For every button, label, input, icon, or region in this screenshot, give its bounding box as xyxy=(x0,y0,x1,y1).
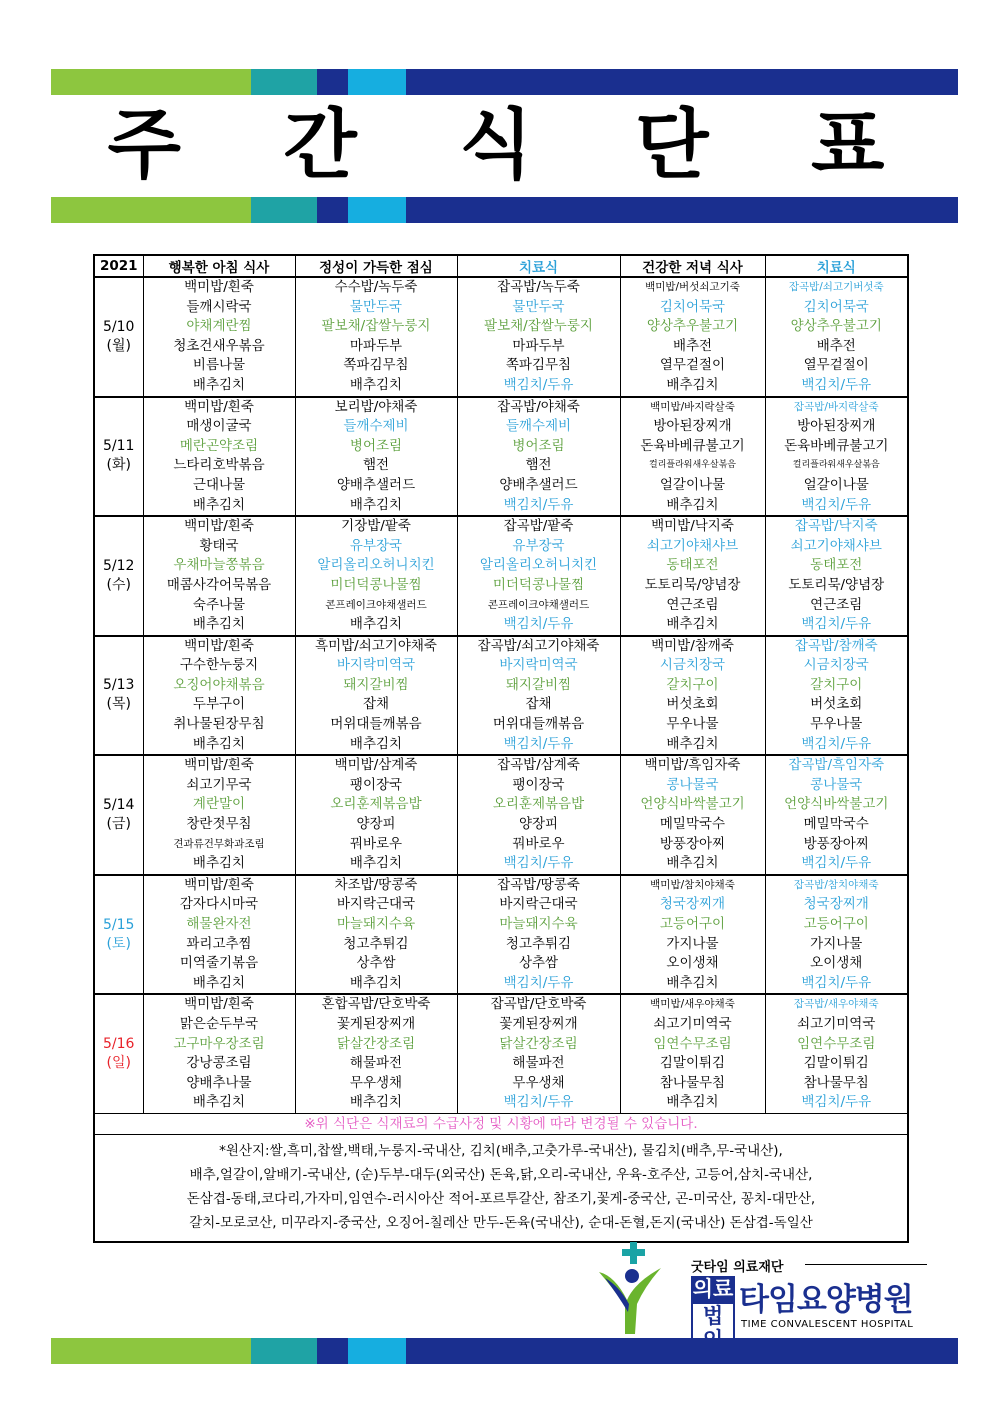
treat1-cell xyxy=(457,277,620,397)
breakfast-cell xyxy=(143,755,295,875)
menu-item: 두부구이 xyxy=(192,696,246,713)
day-date: 5/14 xyxy=(103,797,135,814)
menu-item: 야채계란찜 xyxy=(186,318,252,335)
menu-item: 시금치장국 xyxy=(659,657,726,674)
menu-item: 백김치/두유 xyxy=(503,974,574,991)
menu-item: 기장밥/팥죽 xyxy=(341,518,411,535)
menu-item: 고구마우장조림 xyxy=(173,1035,265,1052)
menu-item: 백김치/두유 xyxy=(801,496,872,513)
menu-item: 배추김치 xyxy=(349,735,403,752)
menu-item: 돼지갈비찜 xyxy=(343,676,409,693)
menu-item: 구수한누룽지 xyxy=(179,657,259,674)
menu-item: 언양식바싹불고기 xyxy=(640,796,745,813)
menu-item: 무우나물 xyxy=(810,716,863,733)
menu-item: 양배추샐러드 xyxy=(336,476,416,493)
menu-item: 참나물무침 xyxy=(659,1074,726,1091)
menu-item: 배추김치 xyxy=(192,735,246,752)
menu-item: 백미밥/흰죽 xyxy=(184,757,254,774)
menu-item: 잡곡밥/삼계죽 xyxy=(497,757,580,774)
menu-item: 창란젓무침 xyxy=(186,816,252,833)
menu-item: 백미밥/흰죽 xyxy=(184,996,254,1013)
menu-item: 배추전 xyxy=(816,337,856,354)
treat2-cell xyxy=(765,755,908,875)
menu-item: 배추김치 xyxy=(192,376,246,393)
menu-item: 백미밥/새우야채죽 xyxy=(650,998,735,1011)
menu-item: 햄전 xyxy=(525,457,552,474)
lunch-cell xyxy=(295,755,457,875)
day-row xyxy=(94,875,908,995)
menu-item: 배추김치 xyxy=(192,1094,246,1111)
treat1-cell xyxy=(457,516,620,636)
day-date: 5/12 xyxy=(103,557,135,574)
treat1-cell xyxy=(457,755,620,875)
menu-item: 열무겉절이 xyxy=(803,357,869,374)
menu-item: 배추김치 xyxy=(349,974,403,991)
menu-item: 배추김치 xyxy=(192,616,246,633)
treat2-cell xyxy=(765,397,908,517)
menu-item: 유부장국 xyxy=(349,537,403,554)
day-weekday: (수) xyxy=(106,576,131,593)
day-row xyxy=(94,516,908,636)
menu-item: 잡곡밥/낙지죽 xyxy=(794,518,878,535)
menu-item: 쇠고기야채샤브 xyxy=(646,537,739,554)
menu-item: 배추김치 xyxy=(666,974,719,991)
menu-item: 얼갈이나물 xyxy=(659,476,726,493)
treat1-cell xyxy=(457,636,620,756)
menu-item: 배추김치 xyxy=(666,376,719,393)
menu-item: 오징어야채볶음 xyxy=(173,676,265,693)
menu-item: 잡곡밥/새우야채죽 xyxy=(793,998,879,1011)
menu-item: 들깨수제비 xyxy=(505,418,572,435)
menu-item: 계란말이 xyxy=(192,796,246,813)
dinner-cell xyxy=(620,397,765,517)
menu-item: 백미밥/흰죽 xyxy=(184,279,254,295)
menu-item: 오리훈제볶음밥 xyxy=(330,796,422,813)
treat1-cell xyxy=(457,875,620,995)
menu-item: 양배추샐러드 xyxy=(499,476,578,493)
menu-item: 잡곡밥/땅콩죽 xyxy=(497,876,580,893)
menu-item: 백미밥/흰죽 xyxy=(184,398,254,415)
menu-item: 들깨시락국 xyxy=(186,298,252,315)
menu-item: 배추김치 xyxy=(666,735,719,752)
day-cell xyxy=(94,994,143,1113)
menu-item: 배추김치 xyxy=(666,1094,719,1111)
menu-item: 배추김치 xyxy=(666,616,719,633)
day-cell xyxy=(94,875,143,995)
menu-item: 매생이굴국 xyxy=(186,418,252,435)
day-weekday: (일) xyxy=(106,1055,131,1072)
menu-item: 황태국 xyxy=(199,537,239,554)
menu-item: 해물파전 xyxy=(349,1055,403,1072)
breakfast-cell xyxy=(143,277,295,397)
menu-item: 양배추나물 xyxy=(186,1074,252,1091)
menu-item: 물만두국 xyxy=(349,298,403,315)
menu-item: 오이생채 xyxy=(666,955,719,972)
menu-item: 방풍장아찌 xyxy=(659,835,726,852)
menu-item: 잡채 xyxy=(525,696,552,713)
menu-item: 강낭콩조림 xyxy=(186,1055,252,1072)
title-stripe xyxy=(51,197,958,223)
corporation-badge xyxy=(691,1276,735,1332)
menu-item: 알리올리오허니치킨 xyxy=(479,557,598,574)
origin-info xyxy=(94,1134,908,1242)
day-row xyxy=(94,994,908,1113)
menu-item: 백미밥/흰죽 xyxy=(184,876,254,893)
menu-item: 백김치/두유 xyxy=(503,616,574,633)
menu-item: 매콤사각어묵볶음 xyxy=(166,576,272,593)
menu-item: 콘프레이크야채샐러드 xyxy=(487,598,590,611)
day-row xyxy=(94,397,908,517)
menu-item: 취나물된장무침 xyxy=(173,716,265,733)
menu-item: 혼합곡밥/단호박죽 xyxy=(321,996,431,1013)
menu-item: 병어조림 xyxy=(512,437,565,454)
menu-item: 청초건새우볶음 xyxy=(173,337,265,354)
menu-item: 무우생채 xyxy=(512,1074,565,1091)
menu-item: 백미밥/바지락살죽 xyxy=(650,400,735,413)
menu-item: 닭살간장조림 xyxy=(499,1035,578,1052)
menu-item: 잡곡밥/참깨죽 xyxy=(794,637,878,654)
menu-item: 백김치/두유 xyxy=(801,1094,872,1111)
menu-item: 팽이장국 xyxy=(349,776,403,793)
menu-item: 비름나물 xyxy=(192,357,246,374)
menu-item: 백김치/두유 xyxy=(801,974,872,991)
menu-item: 연근조림 xyxy=(666,596,719,613)
menu-item: 맑은순두부국 xyxy=(179,1015,259,1032)
treat2-cell xyxy=(765,994,908,1113)
origin-line: 갈치-모로코산, 미꾸라지-중국산, 오징어-칠레산 만두-돈육(국내산), 순대-돈혈,돈지(국내산) 돈삼겹-독일산 xyxy=(189,1214,813,1231)
menu-item: 백김치/두유 xyxy=(801,616,872,633)
menu-item: 쪽파김무침 xyxy=(343,357,409,374)
menu-item: 배추김치 xyxy=(349,496,403,513)
lunch-cell xyxy=(295,994,457,1113)
menu-item: 백김치/두유 xyxy=(801,735,872,752)
menu-item: 메란곤약조림 xyxy=(179,437,259,454)
menu-item: 컬리플라워새우살볶음 xyxy=(649,460,736,471)
breakfast-cell xyxy=(143,875,295,995)
menu-item: 쇠고기미역국 xyxy=(797,1015,876,1032)
menu-item: 감자다시마국 xyxy=(179,896,259,913)
menu-item: 흑미밥/쇠고기야채죽 xyxy=(315,637,437,654)
day-cell xyxy=(94,516,143,636)
menu-item: 임연수무조림 xyxy=(653,1035,732,1052)
menu-item: 쇠고기야채샤브 xyxy=(790,537,882,554)
menu-item: 배추김치 xyxy=(349,376,403,393)
breakfast-cell xyxy=(143,516,295,636)
menu-item: 배추김치 xyxy=(192,496,246,513)
menu-item: 팔보채/잡쌀누룽지 xyxy=(321,318,431,335)
menu-item: 방아된장찌개 xyxy=(797,418,876,435)
menu-item: 백김치/두유 xyxy=(503,496,574,513)
menu-item: 오이생채 xyxy=(810,955,863,972)
menu-item: 동태포전 xyxy=(666,557,719,574)
menu-item: 머위대들깨볶음 xyxy=(492,716,585,733)
menu-item: 백김치/두유 xyxy=(801,855,872,872)
menu-item: 마파두부 xyxy=(349,337,403,354)
menu-item: 무우생채 xyxy=(349,1074,403,1091)
day-row xyxy=(94,277,908,397)
top-stripe xyxy=(51,69,958,95)
menu-item: 양장피 xyxy=(518,816,559,833)
menu-item: 버섯초회 xyxy=(810,696,863,713)
menu-item: 쇠고기무국 xyxy=(186,776,252,793)
dinner-cell xyxy=(620,277,765,397)
menu-item: 돈육바베큐불고기 xyxy=(784,437,889,454)
day-date: 5/15 xyxy=(103,916,135,933)
menu-item: 팽이장국 xyxy=(512,776,565,793)
menu-item: 청고추튀김 xyxy=(343,935,409,952)
menu-item: 유부장국 xyxy=(512,537,565,554)
menu-item: 무우나물 xyxy=(666,716,719,733)
menu-item: 백미밥/삼계죽 xyxy=(334,757,418,774)
treatment-lunch-header: 치료식 xyxy=(457,255,620,277)
menu-item: 백미밥/참치야채죽 xyxy=(650,878,735,891)
menu-item: 잡곡밥/녹두죽 xyxy=(497,279,580,295)
menu-item: 돼지갈비찜 xyxy=(505,676,572,693)
treat2-cell xyxy=(765,636,908,756)
menu-item: 바지락근대국 xyxy=(499,896,578,913)
menu-item: 백미밥/흰죽 xyxy=(184,518,254,535)
foundation-line xyxy=(805,1264,927,1265)
menu-item: 청고추튀김 xyxy=(505,935,572,952)
year-header: 2021 xyxy=(94,255,143,277)
origin-line: 돈삼겹-동태,코다리,가자미,임연수-러시아산 적어-포르투갈산, 참조기,꽃게-중국산, 곤-미국산, 꽁치-대만산, xyxy=(186,1190,816,1207)
menu-item: 잡곡밥/쇠고기버섯죽 xyxy=(788,281,884,293)
weekly-menu-table xyxy=(93,254,909,1243)
menu-item: 고등어구이 xyxy=(659,916,726,932)
menu-item: 잡곡밥/흑임자죽 xyxy=(788,757,885,774)
menu-item: 콘프레이크야채샐러드 xyxy=(325,598,427,611)
origin-line: 배추,얼갈이,알배기-국내산, (순)두부-대두(외국산) 돈육,닭,오리-국내산, 우육-호주산, 고등어,삼치-국내산, xyxy=(189,1166,813,1183)
menu-item: 마늘돼지수육 xyxy=(336,916,416,932)
menu-item: 해물파전 xyxy=(512,1055,565,1072)
menu-item: 미더덕콩나물찜 xyxy=(330,576,422,593)
day-weekday: (화) xyxy=(106,457,131,474)
dinner-cell xyxy=(620,755,765,875)
bottom-stripe xyxy=(51,1338,958,1364)
menu-item: 도토리묵/양념장 xyxy=(788,576,885,593)
menu-item: 청국장찌개 xyxy=(803,896,869,913)
menu-item: 임연수무조림 xyxy=(797,1035,876,1052)
menu-item: 방풍장아찌 xyxy=(803,835,869,852)
menu-item: 양장피 xyxy=(356,816,396,833)
menu-item: 백김치/두유 xyxy=(503,855,574,872)
menu-item: 메밀막국수 xyxy=(659,816,726,833)
dinner-cell xyxy=(620,994,765,1113)
menu-item: 백김치/두유 xyxy=(503,735,574,752)
menu-item: 메밀막국수 xyxy=(803,816,869,833)
menu-item: 꽃게된장찌개 xyxy=(336,1015,416,1032)
menu-item: 잡곡밥/바지락살죽 xyxy=(793,400,879,413)
breakfast-header: 행복한 아침 식사 xyxy=(143,255,295,277)
lunch-cell xyxy=(295,397,457,517)
hospital-name: 타임요양병원 xyxy=(739,1282,913,1318)
menu-item: 양상추우불고기 xyxy=(790,318,882,335)
menu-item: 김말이튀김 xyxy=(659,1055,726,1072)
treat2-cell xyxy=(765,516,908,636)
breakfast-cell xyxy=(143,397,295,517)
menu-item: 배추김치 xyxy=(192,855,246,872)
menu-item: 배추김치 xyxy=(349,1094,403,1111)
menu-item: 수수밥/녹두죽 xyxy=(334,279,418,295)
treat1-cell xyxy=(457,994,620,1113)
breakfast-cell xyxy=(143,994,295,1113)
menu-item: 숙주나물 xyxy=(192,596,246,613)
menu-item: 꽈리고추찜 xyxy=(186,935,252,952)
dinner-cell xyxy=(620,516,765,636)
day-date: 5/13 xyxy=(103,677,135,694)
breakfast-cell xyxy=(143,636,295,756)
day-row xyxy=(94,636,908,756)
menu-item: 들깨수제비 xyxy=(343,418,409,435)
menu-item: 백미밥/흰죽 xyxy=(184,637,254,654)
lunch-cell xyxy=(295,875,457,995)
menu-item: 콩나물국 xyxy=(666,776,719,793)
badge-top: 의료 xyxy=(692,1277,734,1301)
menu-item: 바지락근대국 xyxy=(336,896,416,913)
menu-item: 김치어묵국 xyxy=(803,298,869,315)
hospital-logo xyxy=(595,1242,940,1337)
menu-item: 바지락미역국 xyxy=(336,657,416,674)
menu-item: 머위대들깨볶음 xyxy=(330,716,422,733)
menu-item: 견과류건무화과조림 xyxy=(173,837,265,850)
dinner-cell xyxy=(620,636,765,756)
menu-item: 배추김치 xyxy=(666,496,719,513)
menu-item: 김말이튀김 xyxy=(803,1055,869,1072)
menu-item: 꽃게된장찌개 xyxy=(499,1015,578,1032)
menu-item: 백김치/두유 xyxy=(503,1094,574,1111)
day-weekday: (목) xyxy=(106,696,131,713)
day-date: 5/10 xyxy=(103,318,135,335)
menu-item: 백미밥/낙지죽 xyxy=(651,518,734,535)
origin-line: *원산지:쌀,흑미,찹쌀,백태,누룽지-국내산, 김치(배추,고춧가루-국내산), 물김치(배추,무-국내산), xyxy=(219,1142,783,1159)
menu-item: 백미밥/흑임자죽 xyxy=(644,757,741,774)
menu-item: 잡곡밥/쇠고기야채죽 xyxy=(477,637,600,654)
day-cell xyxy=(94,636,143,756)
menu-item: 연근조림 xyxy=(810,596,863,613)
day-date: 5/11 xyxy=(103,438,135,455)
day-weekday: (금) xyxy=(106,816,131,833)
menu-item: 잡채 xyxy=(362,696,390,713)
menu-item: 꿔바로우 xyxy=(512,835,565,852)
menu-item: 가지나물 xyxy=(810,935,863,952)
menu-item: 쪽파김무침 xyxy=(505,357,572,374)
menu-item: 도토리묵/양념장 xyxy=(644,576,741,593)
change-notice: ※위 식단은 식재료의 수급사정 및 시황에 따라 변경될 수 있습니다. xyxy=(94,1113,908,1134)
day-cell xyxy=(94,397,143,517)
foundation-name: 굿타임 의료재단 xyxy=(691,1260,784,1275)
menu-item: 청국장찌개 xyxy=(659,896,726,913)
menu-item: 마파두부 xyxy=(512,337,565,354)
menu-item: 알리올리오허니치킨 xyxy=(317,557,435,574)
treat2-cell xyxy=(765,875,908,995)
menu-item: 버섯초회 xyxy=(666,696,719,713)
menu-item: 고등어구이 xyxy=(803,916,869,932)
menu-item: 근대나물 xyxy=(192,476,246,493)
badge-bottom: 법 xyxy=(691,1302,735,1354)
menu-item: 시금치장국 xyxy=(803,657,869,674)
menu-item: 배추김치 xyxy=(349,616,403,633)
menu-item: 우채마늘쫑볶음 xyxy=(173,557,265,574)
menu-item: 참나물무침 xyxy=(803,1074,869,1091)
menu-item: 돈육바베큐불고기 xyxy=(640,437,745,454)
menu-item: 백미밥/참깨죽 xyxy=(651,637,734,654)
menu-item: 콩나물국 xyxy=(810,776,863,793)
treatment-dinner-header: 치료식 xyxy=(765,255,908,277)
menu-item: 햄전 xyxy=(362,457,390,474)
menu-item: 보리밥/야채죽 xyxy=(334,398,418,415)
menu-item: 동태포전 xyxy=(810,557,863,574)
menu-item: 배추전 xyxy=(672,337,713,354)
menu-item: 팔보채/잡쌀누룽지 xyxy=(484,318,593,335)
menu-item: 방아된장찌개 xyxy=(653,418,732,435)
menu-item: 컬리플라워새우살볶음 xyxy=(792,460,880,471)
menu-item: 바지락미역국 xyxy=(499,657,578,674)
menu-item: 잡곡밥/참치야채죽 xyxy=(793,878,879,891)
header-row xyxy=(94,255,908,277)
menu-item: 배추김치 xyxy=(666,855,719,872)
menu-item: 백미밥/버섯쇠고기죽 xyxy=(645,281,740,293)
day-weekday: (토) xyxy=(106,935,131,952)
menu-item: 배추김치 xyxy=(349,855,403,872)
treat2-cell xyxy=(765,277,908,397)
menu-item: 미더덕콩나물찜 xyxy=(492,576,585,593)
menu-item: 백김치/두유 xyxy=(801,376,872,393)
menu-item: 꿔바로우 xyxy=(349,835,403,852)
day-cell xyxy=(94,277,143,397)
menu-item: 갈치구이 xyxy=(810,676,863,693)
menu-item: 잡곡밥/팥죽 xyxy=(503,518,574,535)
day-row xyxy=(94,755,908,875)
lunch-cell xyxy=(295,516,457,636)
menu-item: 열무겉절이 xyxy=(659,357,726,374)
page-title: 주 간 식 단 표 xyxy=(107,100,923,189)
menu-item: 병어조림 xyxy=(349,437,403,454)
menu-item: 양상추우불고기 xyxy=(646,318,739,335)
menu-item: 갈치구이 xyxy=(666,676,719,693)
menu-item: 차조밥/땅콩죽 xyxy=(334,876,418,893)
menu-item: 백김치/두유 xyxy=(503,376,574,393)
hospital-english-name: TIME CONVALESCENT HOSPITAL xyxy=(741,1319,914,1330)
menu-item: 상추쌈 xyxy=(518,955,559,972)
menu-item: 해물완자전 xyxy=(186,916,252,932)
menu-item: 물만두국 xyxy=(512,298,565,315)
day-weekday: (월) xyxy=(106,337,131,354)
menu-item: 마늘돼지수육 xyxy=(499,916,578,932)
menu-item: 김치어묵국 xyxy=(659,298,726,315)
menu-item: 잡곡밥/단호박죽 xyxy=(490,996,587,1013)
menu-item: 상추쌈 xyxy=(356,955,396,972)
menu-item: 언양식바싹불고기 xyxy=(784,796,889,813)
menu-item: 쇠고기미역국 xyxy=(653,1015,732,1032)
menu-item: 가지나물 xyxy=(666,935,719,952)
lunch-header: 정성이 가득한 점심 xyxy=(295,255,457,277)
lunch-cell xyxy=(295,277,457,397)
menu-item: 잡곡밥/야채죽 xyxy=(497,398,580,415)
day-date: 5/16 xyxy=(103,1036,135,1053)
lunch-cell xyxy=(295,636,457,756)
treat1-cell xyxy=(457,397,620,517)
menu-item: 미역줄기볶음 xyxy=(179,955,259,972)
day-cell xyxy=(94,755,143,875)
menu-item: 닭살간장조림 xyxy=(336,1035,416,1052)
dinner-cell xyxy=(620,875,765,995)
menu-item: 배추김치 xyxy=(192,974,246,991)
menu-item: 얼갈이나물 xyxy=(803,476,869,493)
menu-item: 오리훈제볶음밥 xyxy=(492,796,585,813)
dinner-header: 건강한 저녁 식사 xyxy=(620,255,765,277)
menu-item: 느타리호박볶음 xyxy=(173,457,265,474)
